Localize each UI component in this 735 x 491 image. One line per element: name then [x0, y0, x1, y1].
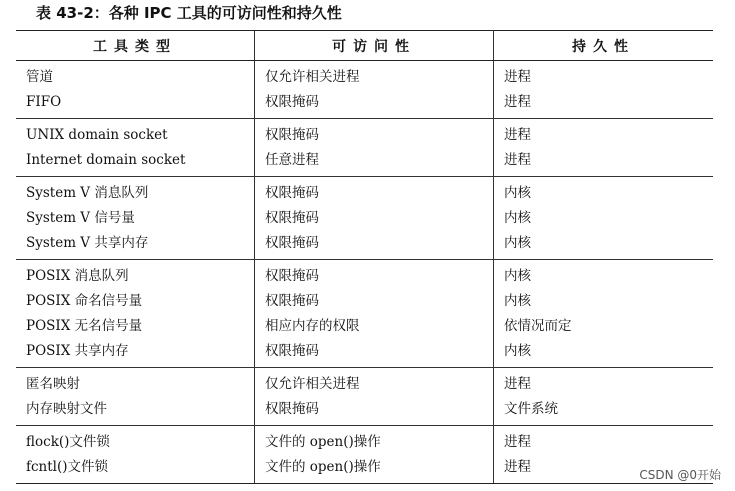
cell-text: 内存映射文件: [26, 401, 107, 417]
cell-accessibility: [255, 177, 494, 260]
table-body: [16, 61, 713, 484]
cell-text: System V 共享内存: [26, 235, 149, 251]
cell-text: 进程: [504, 459, 531, 475]
cell-text: 内核: [504, 293, 531, 309]
cell-persistence: [494, 119, 714, 177]
cell-text: 文件系统: [504, 401, 558, 417]
cell-tool-type: [16, 368, 255, 426]
cell-text: 内核: [504, 185, 531, 201]
cell-text: 内核: [504, 268, 531, 284]
cell-text: 匿名映射: [26, 376, 80, 392]
cell-text: 进程: [504, 94, 531, 110]
cell-text: 权限掩码: [265, 235, 319, 251]
cell-text: Internet domain socket: [26, 152, 186, 168]
table-group-row: [16, 426, 713, 484]
table-group-row: [16, 61, 713, 119]
header-accessibility: 可访问性: [255, 31, 494, 61]
cell-text: 权限掩码: [265, 401, 319, 417]
header-row: [16, 31, 713, 61]
cell-text: System V 消息队列: [26, 185, 149, 201]
cell-tool-type: [16, 119, 255, 177]
cell-text: System V 信号量: [26, 210, 135, 226]
cell-text: POSIX 无名信号量: [26, 318, 143, 334]
cell-text: 相应内存的权限: [265, 318, 360, 334]
cell-text: 进程: [504, 152, 531, 168]
table-group-row: [16, 177, 713, 260]
cell-tool-type: [16, 177, 255, 260]
watermark: CSDN @0开始: [639, 468, 721, 482]
cell-text: POSIX 命名信号量: [26, 293, 143, 309]
header-persistence: 持久性: [494, 31, 714, 61]
cell-text: 进程: [504, 434, 531, 450]
cell-persistence: [494, 61, 714, 119]
cell-text: 进程: [504, 127, 531, 143]
ipc-table: [16, 30, 713, 484]
cell-text: UNIX domain socket: [26, 127, 168, 143]
cell-text: 进程: [504, 376, 531, 392]
cell-text: 管道: [26, 69, 53, 85]
cell-text: 权限掩码: [265, 343, 319, 359]
cell-tool-type: [16, 61, 255, 119]
cell-text: fcntl()文件锁: [26, 459, 109, 475]
cell-accessibility: [255, 368, 494, 426]
cell-persistence: [494, 260, 714, 368]
cell-text: POSIX 消息队列: [26, 268, 129, 284]
table-group-row: [16, 368, 713, 426]
cell-text: 文件的 open()操作: [265, 434, 381, 450]
table-caption: 表 43-2：各种 IPC 工具的可访问性和持久性: [36, 4, 342, 22]
cell-text: 内核: [504, 343, 531, 359]
table-group-row: [16, 119, 713, 177]
cell-text: 权限掩码: [265, 293, 319, 309]
cell-text: 仅允许相关进程: [265, 376, 360, 392]
cell-text: flock()文件锁: [26, 434, 110, 450]
cell-text: 权限掩码: [265, 210, 319, 226]
cell-text: 依情况而定: [504, 318, 572, 334]
cell-text: 权限掩码: [265, 185, 319, 201]
cell-persistence: [494, 177, 714, 260]
cell-text: 权限掩码: [265, 268, 319, 284]
cell-text: 进程: [504, 69, 531, 85]
cell-accessibility: [255, 260, 494, 368]
cell-text: 任意进程: [265, 152, 319, 168]
cell-persistence: [494, 368, 714, 426]
table-group-row: [16, 260, 713, 368]
cell-tool-type: [16, 260, 255, 368]
cell-text: 权限掩码: [265, 127, 319, 143]
cell-text: 内核: [504, 235, 531, 251]
cell-text: 权限掩码: [265, 94, 319, 110]
cell-text: 仅允许相关进程: [265, 69, 360, 85]
cell-accessibility: [255, 61, 494, 119]
header-tool-type: 工具类型: [16, 31, 255, 61]
cell-text: FIFO: [26, 94, 62, 110]
cell-text: 内核: [504, 210, 531, 226]
cell-tool-type: [16, 426, 255, 484]
cell-text: POSIX 共享内存: [26, 343, 129, 359]
cell-text: 文件的 open()操作: [265, 459, 381, 475]
cell-accessibility: [255, 119, 494, 177]
cell-accessibility: [255, 426, 494, 484]
